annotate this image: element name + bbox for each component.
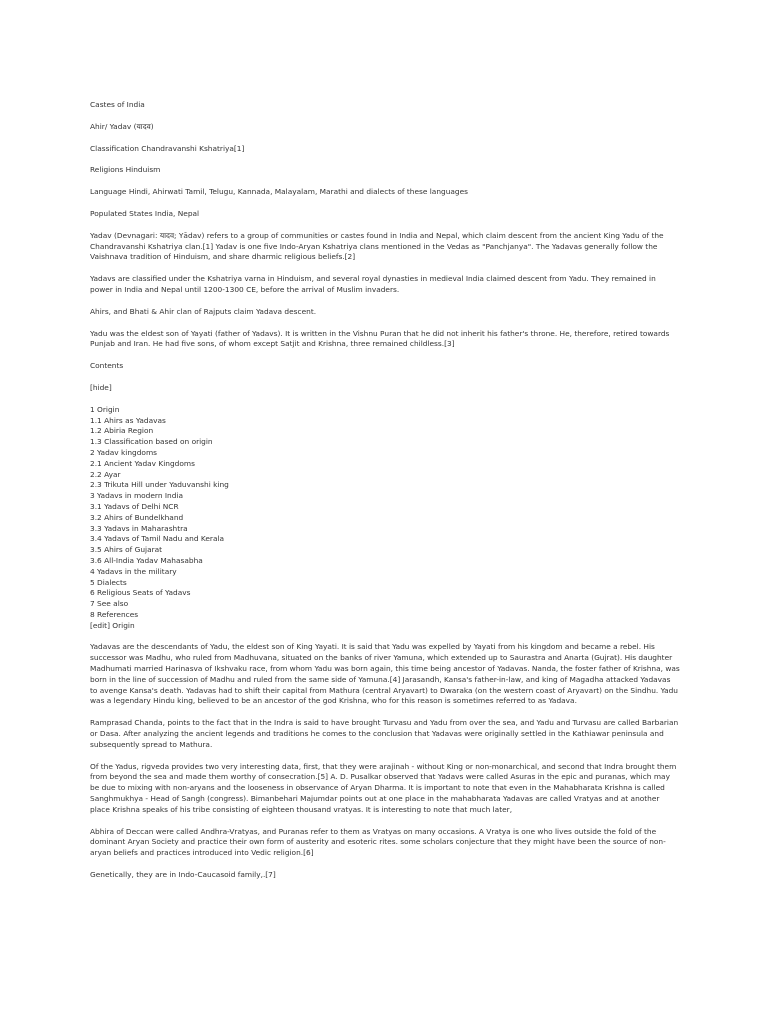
- toc-link[interactable]: 6 Religious Seats of Yadavs: [90, 588, 191, 598]
- toc-link[interactable]: 1.1 Ahirs as Yadavas: [90, 415, 166, 425]
- toc-item[interactable]: [90, 545, 680, 556]
- toc-link[interactable]: 3.4 Yadavs of Tamil Nadu and Kerala: [90, 534, 225, 544]
- contents-heading: Contents: [90, 361, 124, 371]
- body-paragraph: Yadavas are the descendants of Yadu, the eldest son of King Yayati. It is said that Yadu was expelled by Yayati from his kingdom and became a rebel. His successor was Madhu, who ruled from Madhuvana, situated on the banks of river Yamuna, which extended up to Saurastra and Anarta (Gujrat). His daughter Madhumati married Harinasva of Ikshvaku race, from whom Yadu was born again, this time being ancestor of Yadavas. Nanda, the foster father of Krishna, was born in the line of succession of Madhu and ruled from the same side of Yamuna.[4] Jarasandh, Kansa's father-in-law, and king of Magadha attacked Yadavas to avenge Kansa's death. Yadavas had to shift their capital from Mathura (central Aryavart) to Dwaraka (on the western coast of Aryavart) on the Sindhu. Yadu was a legendary Hindu king, believed to be an ancestor of the god Krishna, who for this reason is sometimes referred to as Yadava.: [90, 642, 680, 706]
- toc-item[interactable]: [90, 513, 680, 524]
- toc-link[interactable]: 2.3 Trikuta Hill under Yaduvanshi king: [90, 480, 229, 490]
- toc-item[interactable]: [90, 459, 680, 470]
- toc-link[interactable]: 3 Yadavs in modern India: [90, 491, 183, 501]
- toc-link[interactable]: 1.3 Classification based on origin: [90, 437, 213, 447]
- toc-link[interactable]: 7 See also: [90, 599, 129, 609]
- document-body: [90, 100, 680, 892]
- infobox-populated-states: Populated States India, Nepal: [90, 208, 200, 218]
- body-paragraph: Ramprasad Chanda, points to the fact that in the Indra is said to have brought Turvasu and Yadu from over the sea, and Yadu and Turvasu are called Barbarian or Dasa. After analyzing the ancient legends and traditions he comes to the conclusion that Yadavas were originally settled in the Kathiawar peninsula and subsequently spread to Mathura.: [90, 718, 679, 749]
- table-of-contents: [90, 405, 680, 632]
- toc-item[interactable]: [90, 405, 680, 416]
- toc-link[interactable]: 8 References: [90, 609, 139, 619]
- toc-link[interactable]: 1.2 Abiria Region: [90, 426, 154, 436]
- intro-paragraph: Yadavs are classified under the Kshatriya varna in Hinduism, and several royal dynasties in medieval India claimed descent from Yadu. They remained in power in India and Nepal until 1200-1300 CE, before the arrival of Muslim invaders.: [90, 274, 656, 294]
- infobox-religions: Religions Hinduism: [90, 165, 161, 175]
- infobox-name: Ahir/ Yadav (यादव): [90, 121, 154, 131]
- body-paragraph: Abhira of Deccan were called Andhra-Vratyas, and Puranas refer to them as Vratyas on many occasions. A Vratya is one who lives outside the fold of the dominant Aryan Society and practice their own form of austerity and esoteric rites. some scholars conjecture that they might have been the source of non-aryan beliefs and practices introduced into Vedic religion.[6]: [90, 826, 666, 858]
- body-paragraph: Genetically, they are in Indo-Caucasoid family,.[7]: [90, 870, 276, 880]
- toc-item[interactable]: [90, 416, 680, 427]
- toc-item[interactable]: [90, 480, 680, 491]
- toc-link[interactable]: 5 Dialects: [90, 577, 127, 587]
- toc-link[interactable]: 2 Yadav kingdoms: [90, 447, 157, 457]
- toc-item[interactable]: [90, 491, 680, 502]
- toc-link[interactable]: 2.2 Ayar: [90, 469, 121, 479]
- toc-item[interactable]: [90, 588, 680, 599]
- toc-link[interactable]: 3.6 All-India Yadav Mahasabha: [90, 555, 203, 565]
- document-title: Castes of India: [90, 100, 145, 109]
- toc-link[interactable]: 3.2 Ahirs of Bundelkhand: [90, 512, 184, 522]
- intro-paragraph: Yadu was the eldest son of Yayati (father of Yadavs). It is written in the Vishnu Puran that he did not inherit his father's throne. He, therefore, retired towards Punjab and Iran. He had five sons, of whom except Satjit and Krishna, three remained childless.[3]: [90, 328, 670, 349]
- infobox-language: Language Hindi, Ahirwati Tamil, Telugu, Kannada, Malayalam, Marathi and dialects of these languages: [90, 187, 468, 197]
- toc-link[interactable]: 2.1 Ancient Yadav Kingdoms: [90, 458, 195, 468]
- toc-item[interactable]: [90, 578, 680, 589]
- infobox-classification: Classification Chandravanshi Kshatriya[1]: [90, 143, 245, 153]
- intro-paragraph: Ahirs, and Bhati & Ahir clan of Rajputs claim Yadava descent.: [90, 306, 317, 316]
- toc-link[interactable]: 3.3 Yadavs in Maharashtra: [90, 523, 188, 533]
- body-paragraph: Of the Yadus, rigveda provides two very interesting data, first, that they were arajinah - without King or non-monarchical, and second that Indra brought them from beyond the sea and made them worthy of consecration.[5] A. D. Pusalkar observed that Yadavs were called Asuras in the epic and puranas, which may be due to mixing with non-aryans and the looseness in observance of Aryan Dharma. It is important to note that even in the Mahabharata Krishna is called Sanghmukhya - Head of Sangh (congress). Bimanbehari Majumdar points out at one place in the mahabharata Yadavas are called Vratyas and at another place Krishna speaks of his tribe consisting of eighteen thousand vratyas. It is interesting to note that much later,: [90, 761, 677, 814]
- toc-item[interactable]: [90, 524, 680, 535]
- toc-item[interactable]: [90, 426, 680, 437]
- toc-item[interactable]: [90, 556, 680, 567]
- toc-link[interactable]: 3.1 Yadavs of Delhi NCR: [90, 501, 179, 511]
- toc-item[interactable]: [90, 599, 680, 610]
- toc-item[interactable]: [90, 567, 680, 578]
- toc-link[interactable]: 1 Origin: [90, 404, 120, 414]
- toc-item[interactable]: [90, 448, 680, 459]
- toc-item[interactable]: [90, 610, 680, 621]
- toc-item[interactable]: [90, 502, 680, 513]
- toc-item[interactable]: [90, 470, 680, 481]
- toc-item-section-heading: [90, 621, 680, 632]
- toc-link[interactable]: 4 Yadavs in the military: [90, 566, 177, 576]
- toc-item[interactable]: [90, 437, 680, 448]
- toc-link[interactable]: 3.5 Ahirs of Gujarat: [90, 545, 163, 555]
- toc-item[interactable]: [90, 534, 680, 545]
- intro-paragraph: Yadav (Devnagari: यादव; Yādav) refers to a group of communities or castes found in India and Nepal, which claim descent from the ancient King Yadu of the Chandravanshi Kshatriya clan.[1] Yadav is one five Indo-Aryan Kshatriya clans mentioned in the Vedas as "Panchjanya". The Yadavas generally follow the Vaishnava tradition of Hinduism, and share dharmic religious beliefs.[2]: [90, 230, 664, 262]
- contents-hide-toggle[interactable]: [hide]: [90, 382, 112, 392]
- section-heading-origin: [edit] Origin: [90, 620, 135, 630]
